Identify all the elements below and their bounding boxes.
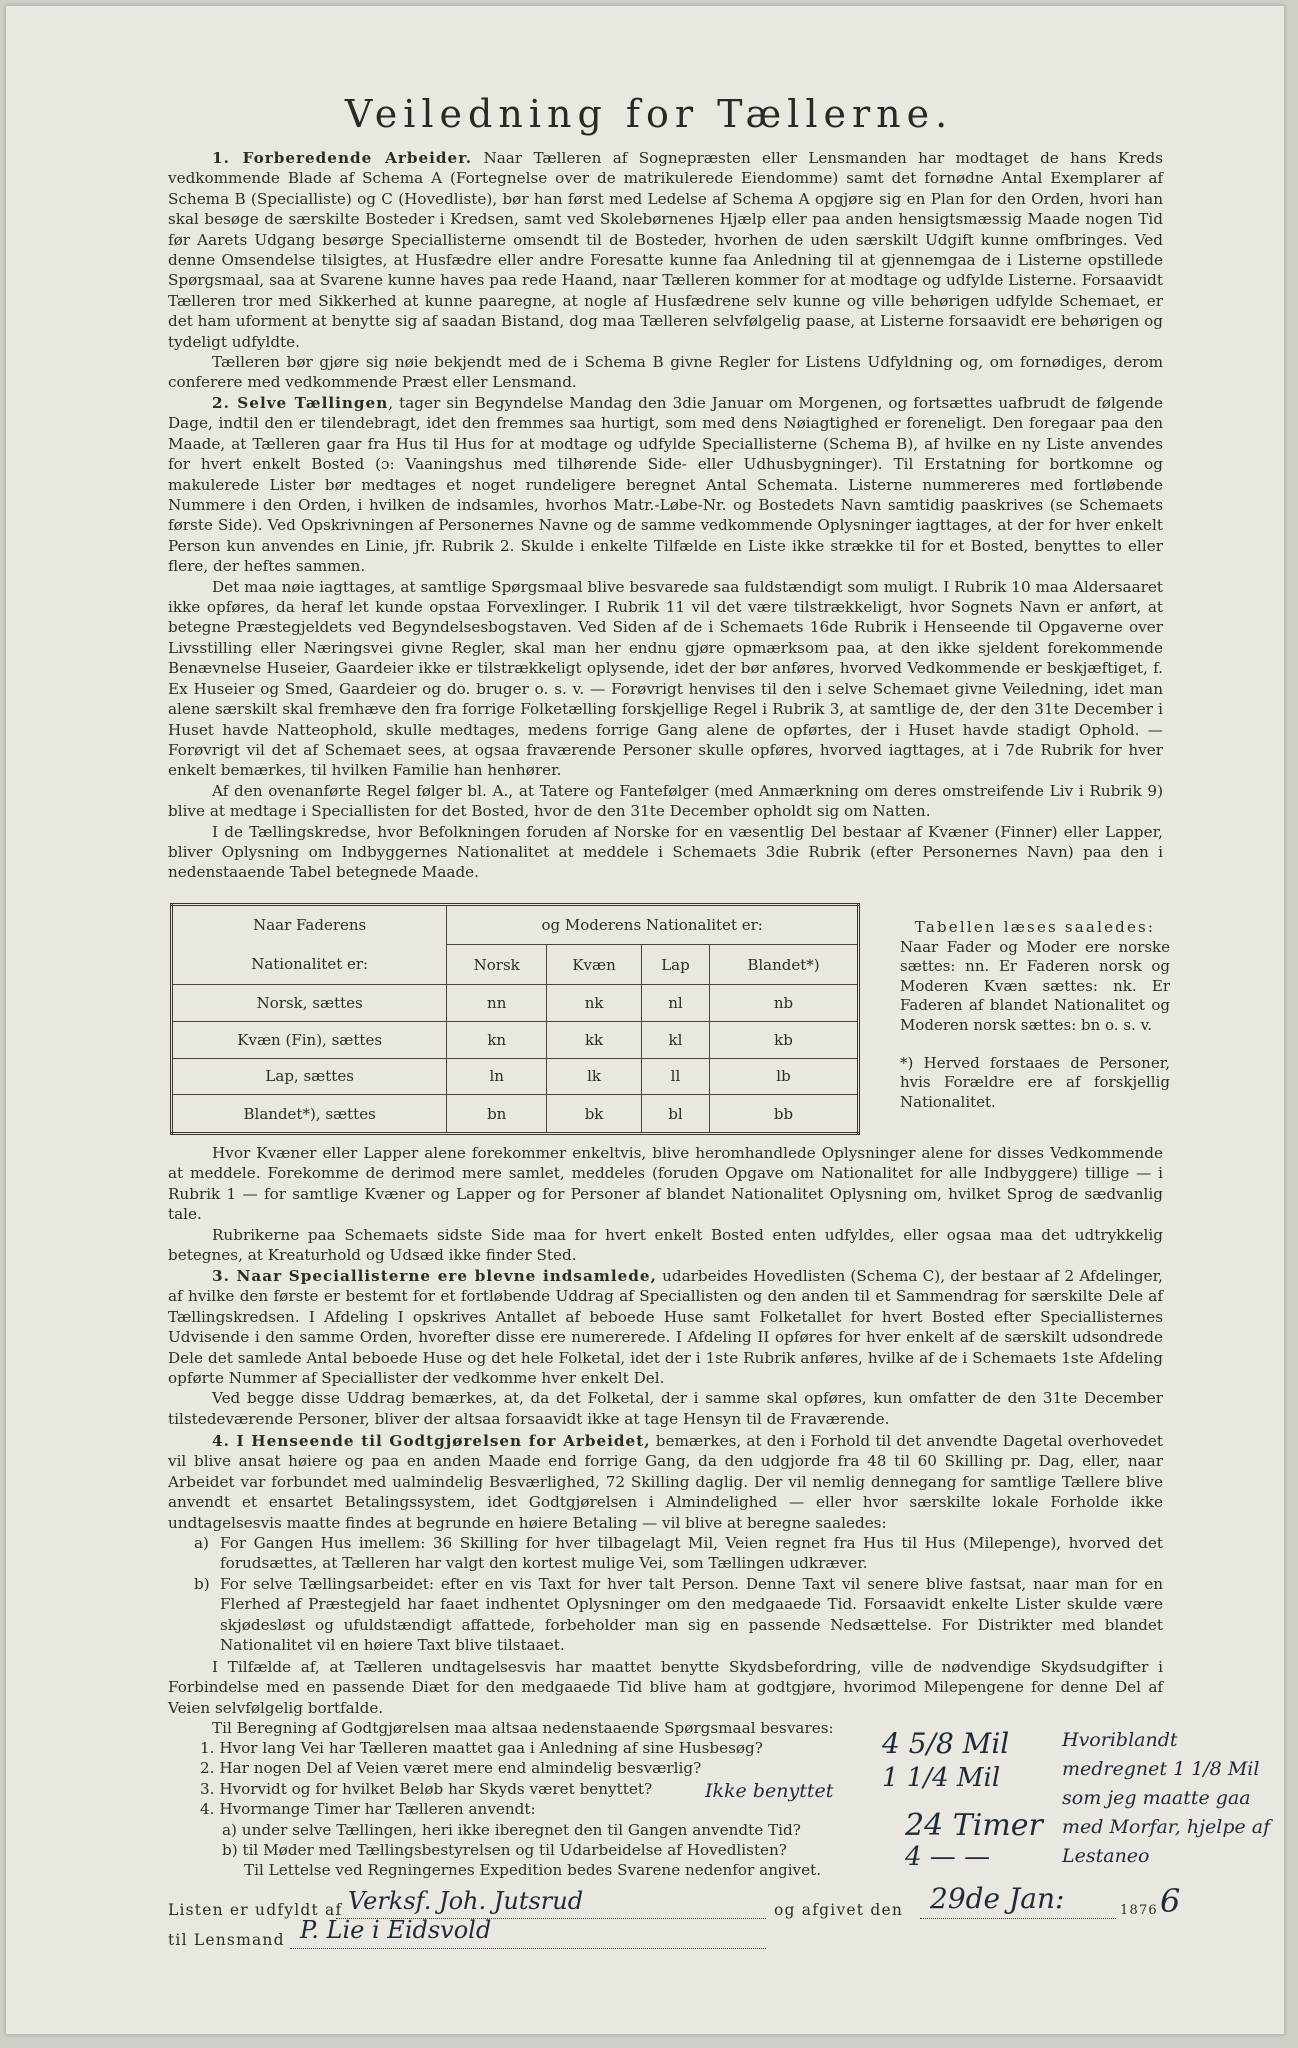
section-2-paragraph-4: I de Tællingskredse, hvor Befolkningen foruden af Norske for en væsentlig Del bestaar af Kvæner (Finner) eller Lapper, bliver Oplysning om Indbyggernes Nationalitet at meddele i Schemaets 3die Rubrik (efter Personernes Navn) paa den i nedenstaaende Tabel betegnede Maade. [168,822,1163,882]
answer-4b-handwritten: 4 — — [905,1842,991,1872]
nationality-table [170,903,860,1135]
section-2-paragraph-2: Det maa nøie iagttages, at samtlige Spørgsmaal blive besvarede saa fuldstændigt som muligt. I Rubrik 10 maa Aldersaaret ikke opføres, da heraf let kunde opstaa Forvexlinger. I Rubrik 11 vil det være tilstrækkeligt, hvor Sognets Navn er anført, at betegne Præstegjeldets ved Begyndelsesbogstaven. Ved Siden af de i Schemaets 16de Rubrik i Henseende til Opgaverne over Livsstilling eller Næringsvei givne Regler, skal man her endnu gjøre opmærksom paa, at den ikke sjeldent forekommende Benævnelse Huseier, Gaardeier ikke er tilstrækkeligt oplysende, idet der bør anføres, hvorved Vedkommende er beskjæftiget, f. Ex Huseier og Smed, Gaardeier og do. bruger o. s. v. — Forøvrigt henvises til den i selve Schemaet givne Veiledning, idet man alene særskilt skal fremhæve den fra forrige Folketælling forskjellige Regel i Rubrik 3, at samtlige de, der den 31te December i Huset havde Natteophold, skulle medtages, medens forrige Gang alene de opførtes, der i Huset havde stadigt Ophold. — Forøvrigt vil det af Schemaet sees, at ogsaa fraværende Personer skulle opføres, hvorved iagttages, at i 7de Rubrik for hver enkelt bemærkes, til hvilken Familie han henhører. [168,577,1163,780]
year-printed: 1876 [1120,1903,1158,1918]
section-4-heading: 4. I Henseende til Godtgjørelsen for Arbeidet, [212,1432,651,1450]
rule-b-text: For selve Tællingsarbeidet: efter en vis Taxt for hver talt Person. Denne Taxt vil senere blive fastsat, naar man for en Flerhed af Præstegjeld har faaet indhentet Oplysninger om den medgaaede Tid. Forsaavidt enkelte Lister skulde være skjødesløst og ufuldstændigt affattede, forbeholder man sig en passende Nedsættelse. For Distrikter med blandet Nationalitet vil en høiere Taxt blive tilstaaet. [220,1574,1163,1655]
answer-3-handwritten: Ikke benyttet [705,1780,834,1802]
question-4b: b) til Møder med Tællingsbestyrelsen og til Udarbeidelse af Hovedlisten? [222,1841,787,1860]
rule-b [194,1574,1163,1656]
page-title: Veiledning for Tællerne. [344,92,954,136]
father-header-1: Naar Faderens [172,905,447,945]
rule-a [194,1533,1163,1574]
table-cell: ln [447,1058,547,1095]
table-row [172,1021,859,1058]
table-cell: kn [447,1021,547,1058]
col-header: Blandet*) [709,945,858,985]
row-label: Norsk, sættes [172,985,447,1022]
section-2-paragraph-3: Af den ovenanførte Regel følger bl. A., at Tatere og Fantefølger (med Anmærkning om deres omstreifende Liv i Rubrik 9) blive at medtage i Speciallisten for det Bosted, hvor de den 31te December opholdt sig om Natten. [168,781,1163,821]
table-explanation [900,918,1170,1112]
submitted-label: og afgivet den [774,1901,904,1919]
col-header: Kvæn [547,945,642,985]
after-paragraph-2: Rubrikerne paa Schemaets sidste Side maa for hvert enkelt Bosted enten udfyldes, eller ogsaa maa det udtrykkelig betegnes, at Kreaturhold og Udsæd ikke finder Sted. [168,1225,1163,1265]
table-cell: kk [547,1021,642,1058]
payment-rules [168,1533,1163,1655]
table-cell: nl [642,985,710,1022]
section-1-heading: 1. Forberedende Arbeider. [212,149,473,167]
explanation-note: *) Herved forstaaes de Personer, hvis Forældre ere af forskjellig Nationalitet. [900,1053,1170,1111]
after-table [168,1143,1163,1265]
answer-4a-handwritten: 24 Timer [905,1808,1043,1843]
explanation-title: Tabellen læses saaledes: [914,918,1156,936]
col-header: Lap [642,945,710,985]
lensmand-handwritten: P. Lie i Eidsvold [300,1916,492,1944]
section-3-paragraph-2: Ved begge disse Uddrag bemærkes, at, da det Folketal, der i samme skal opføres, kun omfatter de den 31te December tilstedeværende Personer, bliver der altsaa forsaavidt ikke at tage Hensyn til de Fraværende. [168,1389,1163,1428]
question-3: 3. Hvorvidt og for hvilket Beløb har Skyds været benyttet? [200,1779,653,1798]
after-paragraph-1: Hvor Kvæner eller Lapper alene forekommer enkeltvis, blive heromhandlede Oplysninger alene for disses Vedkommende at meddele. Forekomme de derimod mere samlet, meddeles (foruden Opgave om Nationalitet for alle Indbyggere) tillige — i Rubrik 1 — for samtlige Kvæner og Lapper og for Personer af blandet Nationalitet Oplysning om, hvilket Sprog de sædvanlig tale. [168,1144,1163,1224]
section-4-paragraph-2: I Tilfælde af, at Tælleren undtagelsesvis har maattet benytte Skydsbefordring, ville de nødvendige Skydsudgifter i Forbindelse med en passende Diæt for den medgaaede Tid blive ham at godtgjøre, hvorimod Milepengene for denne Del af Veien selvfølgelig bortfalde. [168,1658,1163,1717]
date-handwritten: 29de Jan: [930,1882,1065,1915]
table-cell: ll [642,1058,710,1095]
section-1-paragraph-2: Tælleren bør gjøre sig nøie bekjendt med de i Schema B givne Regler for Listens Udfyldning og, om fornødiges, derom conferere med vedkommende Præst eller Lensmand. [168,353,1163,392]
table-cell: kb [709,1021,858,1058]
question-4a: a) under selve Tællingen, heri ikke iberegnet den til Gangen anvendte Tid? [222,1820,801,1839]
table-cell: nn [447,985,547,1022]
table-cell: lk [547,1058,642,1095]
margin-note-handwritten: Hvoriblandt medregnet 1 1/8 Mil som jeg maatte gaa med Morfar, hjelpe af Lestaneo [1062,1729,1271,1867]
row-label: Lap, sættes [172,1058,447,1095]
question-4: 4. Hvormange Timer har Tælleren anvendt: [200,1800,536,1819]
table-cell: bl [642,1095,710,1134]
table-cell: nk [547,985,642,1022]
questions [200,1738,900,1881]
lensmand-label: til Lensmand [168,1931,285,1949]
note-expedition: Til Lettelse ved Regningernes Expedition bedes Svarene nedenfor angivet. [244,1861,822,1880]
table-row [172,1058,859,1095]
section-3-text: udarbeides Hovedlisten (Schema C), der bestaar af 2 Afdelinger, af hvilke den første er bestemt for et fortløbende Uddrag af Speciallisten og den anden til et Sammendrag for særskilte Dele af Tællingskredsen. I Afdeling I opskrives Antallet af beboede Huse samt Folketallet for hvert Bosted efter Speciallisternes Udvisende i den samme Orden, hvorefter disse ere numererede. I Afdeling II opføres for hver enkelt af de særskilt udsondrede Dele det samlede Antal beboede Huse og det hele Folketal, idet der i 1ste Rubrik anføres, hvilke af de i Schemaets 1ste Afdeling opførte Nummer af Speciallister der vedkomme hver enkelt Del. [168,1267,1163,1388]
section-4 [168,1431,1163,1533]
table-cell: lb [709,1058,858,1095]
father-header-2: Nationalitet er: [172,945,447,985]
lensmand-line [290,1948,766,1949]
mother-header: og Moderens Nationalitet er: [447,905,859,945]
date-line [920,1918,1116,1919]
table-cell: kl [642,1021,710,1058]
table-cell: bn [447,1095,547,1134]
table-row [172,1095,859,1134]
answer-2-handwritten: 1 1/4 Mil [882,1763,1001,1793]
filled-by-label: Listen er udfyldt af [168,1901,343,1919]
section-1-text: Naar Tælleren af Sognepræsten eller Lensmanden har modtaget de hans Kreds vedkommende Blade af Schema A (Fortegnelse over de matrikulerede Eiendomme) samt det fornødne Antal Exemplarer af Schema B (Specialliste) og C (Hovedliste), bør han først med Ledelse af Schema A opgjøre sig en Plan for den Orden, hvori han skal besøge de særskilte Bosteder i Kredsen, samt ved Skolebørnenes Hjælp eller paa anden hensigtsmæssig Maade nogen Tid før Aarets Udgang besørge Speciallisterne omsendt til de Bosteder, hvorhen de uden særskilt Udgift kunne omfbringes. Ved denne Omsendelse tilsigtes, at Husfædre eller andre Foresatte kunne faa Anledning til at gjennemgaa de i Listerne opstillede Spørgsmaal, saa at Svarene kunne haves paa rede Haand, naar Tælleren kommer for at modtage og udfylde Listerne. Forsaavidt Tælleren tror med Sikkerhed at kunne paaregne, at nogle af Husfædrene selv kunne og ville behørigen udfylde Schemaet, er det ham uforment at benytte sig af saadan Bistand, dog maa Tælleren selvfølgelig paase, at Listerne forsaavidt ere behørigen og tydeligt udfyldte. [168,149,1163,351]
col-header: Norsk [447,945,547,985]
section-2-heading: 2. Selve Tællingen [212,394,389,412]
section-1 [168,148,1163,393]
table-row [172,985,859,1022]
table-cell: bk [547,1095,642,1134]
explanation-text: Naar Fader og Moder ere norske sættes: nn. Er Faderen norsk og Moderen Kvæn sættes: nk. Er Faderen af blandet Nationalitet og Moderen norsk sættes: bn o. s. v. [900,937,1170,1034]
question-1: 1. Hvor lang Vei har Tælleren maattet gaa i Anledning af sine Husbesøg? [200,1739,763,1757]
question-2: 2. Har nogen Del af Veien været mere end almindelig besværlig? [200,1759,702,1778]
section-4-paragraph-3: Til Beregning af Godtgjørelsen maa altsaa nedenstaaende Spørgsmaal besvares: [212,1719,834,1738]
row-label: Blandet*), sættes [172,1095,447,1134]
answer-1-handwritten: 4 5/8 Mil [882,1727,1010,1760]
section-4-cont [168,1657,1163,1739]
rule-b-label: b) [194,1574,210,1593]
row-label: Kvæn (Fin), sættes [172,1021,447,1058]
section-2-text: tager sin Begyndelse Mandag den 3die Januar om Morgenen, og fortsættes uafbrudt de følgende Dage, indtil den er tilendebragt, idet den fremmes saa hurtigt, som med dens Nøiagtighed er foreneligt. Den foregaar paa den Maade, at Tælleren gaar fra Hus til Hus for at modtage og udfylde Speciallisterne (Schema B), af hvilke en ny Liste anvendes for hvert enkelt Bosted (ɔ: Vaaningshus med tilhørende Side- eller Udhusbygninger). Til Erstatning for bortkomne og makulerede Lister bør medtages et noget rundeligere beregnet Antal Schemata. Listerne nummereres med fortløbende Nummere i den Orden, i hvilken de indsamles, hvorhos Matr.-Løbe-Nr. og Bostedets Navn samtidig paaskrives (se Schemaets første Side). Ved Opskrivningen af Personernes Navne og de samme vedkommende Oplysninger iagttages, at der for hver enkelt Person kun anvendes en Linie, jfr. Rubrik 2. Skulde i enkelte Tilfælde en Liste ikke strække til for et Bosted, benyttes to eller flere, der heftes sammen. [168,394,1164,576]
section-3 [168,1266,1163,1429]
rule-a-text: For Gangen Hus imellem: 36 Skilling for hver tilbagelagt Mil, Veien regnet fra Hus til Hus (Milepenge), hvorved det forudsættes, at Tælleren har valgt den kortest mulige Vei, som Tællingen udkræver. [220,1534,1163,1573]
table-cell: bb [709,1095,858,1134]
rule-a-label: a) [194,1534,209,1552]
year-handwritten: 6 [1160,1882,1181,1920]
table-cell: nb [709,985,858,1022]
section-3-heading: 3. Naar Speciallisterne ere blevne indsamlede, [212,1267,657,1285]
section-2: 2. Selve Tællingen, tager sin Begyndelse Mandag den 3die Januar om Morgenen, og fortsættes uafbrudt de følgende Dage, indtil den er tilendebragt, idet den fremmes saa hurtigt, som med dens Nøiagtighed er foreneligt. Den foregaar paa den Maade, at Tælleren gaar fra Hus til Hus for at modtage og udfylde Speciallisterne (Schema B), af hvilke en ny Liste anvendes for hvert enkelt Bosted (ɔ: Vaaningshus med tilhørende Side- eller Udhusbygninger). Til Erstatning for bortkomne og makulerede Lister bør medtages et noget rundeligere beregnet Antal Schemata. Listerne nummereres med fortløbende Nummere i den Orden, i hvilken de indsamles, hvorhos Matr.-Løbe-Nr. og Bostedets Navn samtidig paaskrives (se Schemaets første Side). Ved Opskrivningen af Personernes Navne og de samme vedkommende Oplysninger iagttages, at der for hver enkelt Person kun anvendes en Linie, jfr. Rubrik 2. Skulde i enkelte Tilfælde en Liste ikke strække til for et Bosted, benyttes to eller flere, der heftes sammen. Det maa nøie iagttages, at samtlige Spørgsmaal blive besvarede saa fuldstændigt som muligt. I Rubrik 10 maa Aldersaaret ikke opføres, da heraf let kunde opstaa Forvexlinger. I Rubrik 11 vil det være tilstrækkeligt, hvor Sognets Navn er anført, at betegne Præstegjeldets ved Begyndelsesbogstaven. Ved Siden af de i Schemaets 16de Rubrik i Henseende til Opgaverne over Livsstilling eller Næringsvei givne Regler, skal man her endnu gjøre opmærksom paa, at den ikke sjeldent forekommende Benævnelse Huseier, Gaardeier ikke er tilstrækkeligt oplysende, idet der bør anføres, hvorved Vedkommende er beskjæftiget, f. Ex Huseier og Smed, Gaardeier og do. bruger o. s. v. — Forøvrigt henvises til den i selve Schemaet givne Veiledning, idet man alene særskilt skal fremhæve den fra forrige Folketælling forskjellige Regel i Rubrik 3, at samtlige de, der den 31te December i Huset havde Natteophold, skulle medtages, medens forrige Gang alene de opførtes, der i Huset havde stadigt Ophold. — Forøvrigt vil det af Schemaet sees, at ogsaa fraværende Personer skulle opføres, hvorved iagttages, at i 7de Rubrik for hver enkelt bemærkes, til hvilken Familie han henhører. Af den ovenanførte Regel følger bl. A., at Tatere og Fantefølger (med Anmærkning om deres omstreifende Liv i Rubrik 9) blive at medtage i Speciallisten for det Bosted, hvor de den 31te December opholdt sig om Natten. I de Tællingskredse, hvor Befolkningen foruden af Norske for en væsentlig Del bestaar af Kvæner (Finner) eller Lapper, bliver Oplysning om Indbyggernes Nationalitet at meddele i Schemaets 3die Rubrik (efter Personernes Navn) paa den i nedenstaaende Tabel betegnede Maade. [168,394,1164,882]
section-4-text: bemærkes, at den i Forhold til det anvendte Dagetal overhovedet vil blive ansat høiere og paa en anden Maade end forrige Gang, da den udgjorde fra 48 til 60 Skilling pr. Dag, eller, naar Arbeidet var forbundet med ualmindelig Besværlighed, 72 Skilling daglig. Der vil nemlig dennegang for samtlige Tællere blive anvendt et ensartet Betalingssystem, idet Godtgjørelsen i Almindelighed — eller hvor særskilte lokale Forholde ikke undtagelsesvis maatte findes at begrunde en høiere Betaling — vil blive at beregne saaledes: [168,1432,1164,1532]
filled-by-handwritten: Verksf. Joh. Jutsrud [348,1887,584,1915]
